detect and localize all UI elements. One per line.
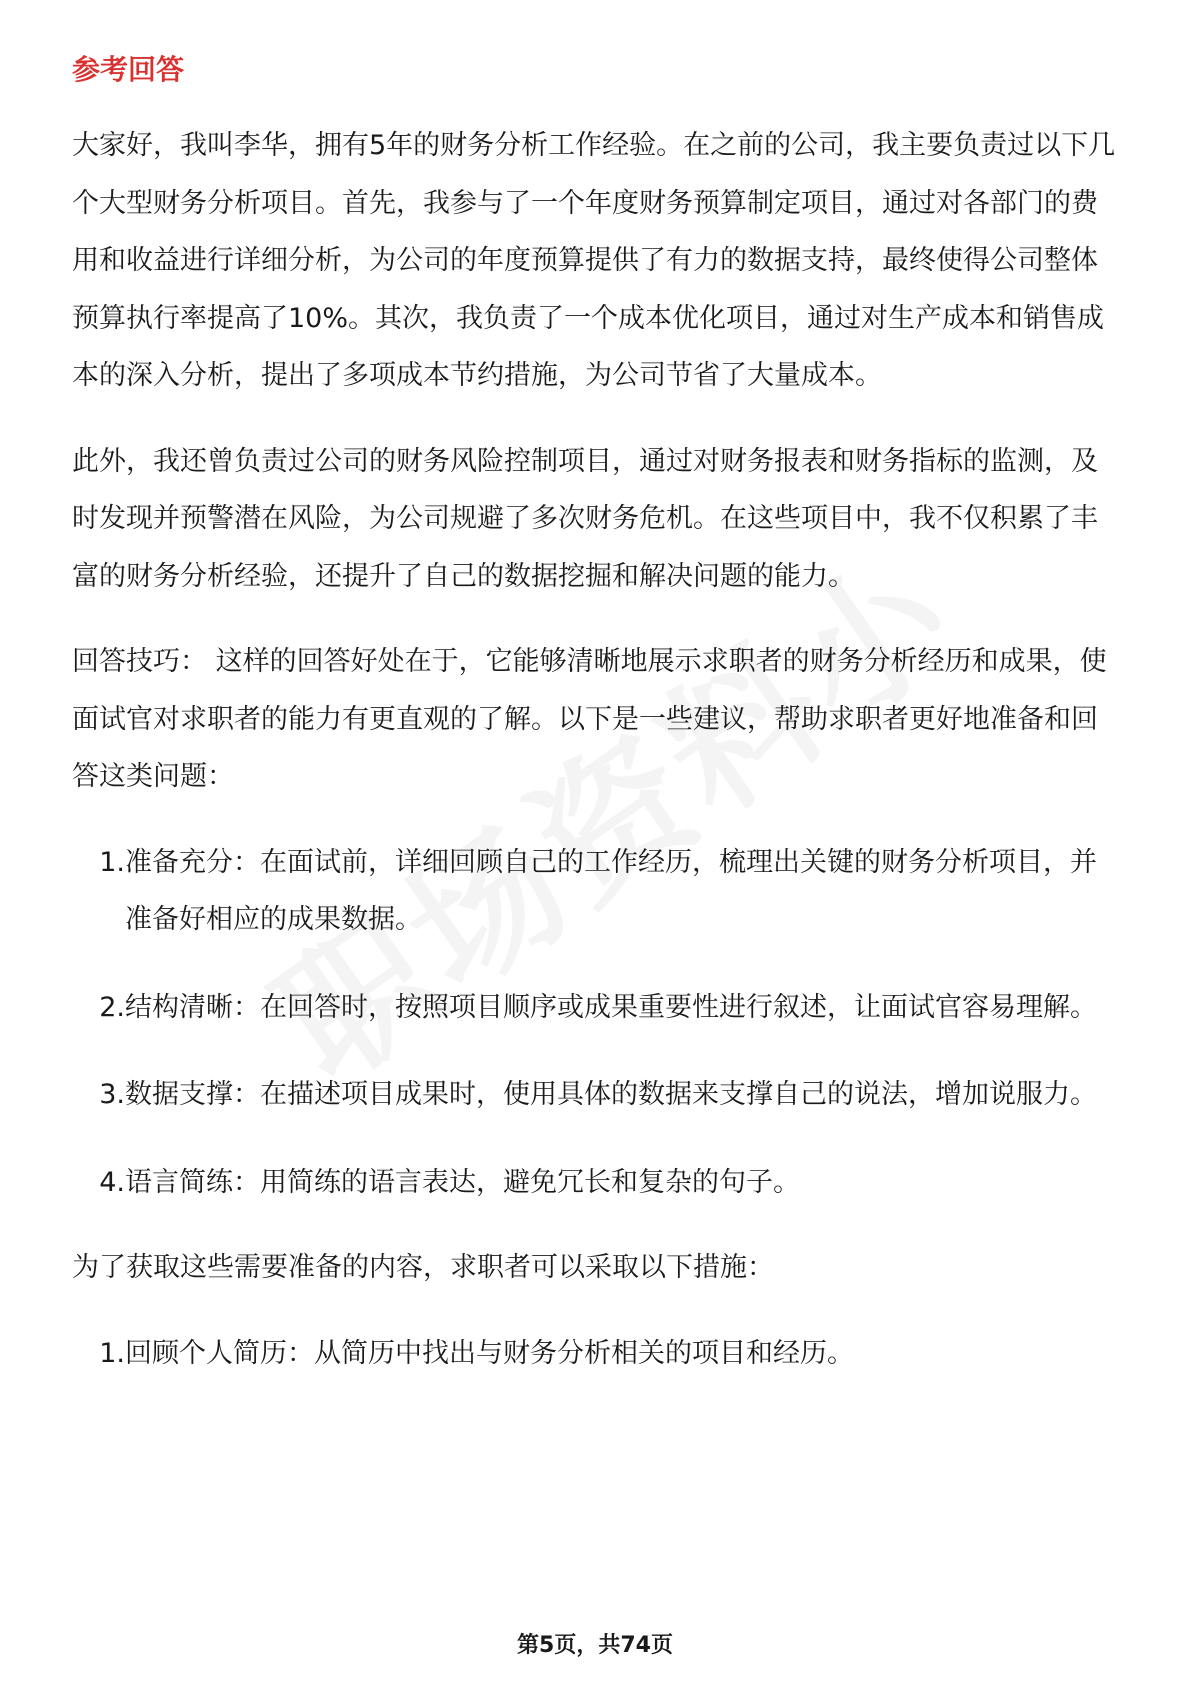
list-item	[72, 1154, 1122, 1212]
list-number: 1.	[99, 846, 125, 878]
page-number-footer: 第5页，共74页	[517, 1633, 673, 1658]
list-number: 4.	[99, 1166, 125, 1198]
paragraph-intro: 大家好，我叫李华，拥有5年的财务分析工作经验。在之前的公司，我主要负责过以下几个大型财务分析项目。首先，我参与了一个年度财务预算制定项目，通过对各部门的费用和收益进行详细分析，为公司的年度预算提供了有力的数据支持，最终使得公司整体预算执行率提高了10%。其次，我负责了一个成本优化项目，通过对生产成本和销售成本的深入分析，提出了多项成本节约措施，为公司节省了大量成本。	[72, 130, 1116, 391]
list-item	[72, 834, 1122, 949]
tips-list	[72, 834, 1122, 1212]
answer-content	[72, 117, 1122, 1410]
list-item	[72, 1066, 1122, 1124]
paragraph-risk-control: 此外，我还曾负责过公司的财务风险控制项目，通过对财务报表和财务指标的监测，及时发现并预警潜在风险，为公司规避了多次财务危机。在这些项目中，我不仅积累了丰富的财务分析经验，还提升了自己的数据挖掘和解决问题的能力。	[72, 445, 1098, 592]
list-item-text: 结构清晰：在回答时，按照项目顺序或成果重要性进行叙述，让面试官容易理解。	[125, 991, 1097, 1023]
list-item-text: 语言简练：用简练的语言表达，避免冗长和复杂的句子。	[125, 1166, 800, 1198]
measures-list	[72, 1325, 1122, 1383]
list-item-text: 数据支撑：在描述项目成果时，使用具体的数据来支撑自己的说法，增加说服力。	[125, 1079, 1097, 1110]
paragraph-measures-intro: 为了获取这些需要准备的内容，求职者可以采取以下措施：	[72, 1252, 774, 1283]
list-number: 2.	[99, 991, 125, 1023]
section-heading: 参考回答	[72, 53, 185, 86]
paragraph-tips: 回答技巧： 这样的回答好处在于，它能够清晰地展示求职者的财务分析经历和成果，使面试官对求职者的能力有更直观的了解。以下是一些建议，帮助求职者更好地准备和回答这类问题：	[72, 646, 1107, 792]
list-item-text: 准备充分：在面试前，详细回顾自己的工作经历，梳理出关键的财务分析项目，并准备好相应的成果数据。	[125, 846, 1097, 935]
list-item	[72, 979, 1122, 1037]
list-item	[72, 1325, 1122, 1383]
list-item-text: 回顾个人简历：从简历中找出与财务分析相关的项目和经历。	[125, 1337, 854, 1369]
list-number: 1.	[99, 1337, 125, 1369]
list-number: 3.	[99, 1079, 125, 1110]
